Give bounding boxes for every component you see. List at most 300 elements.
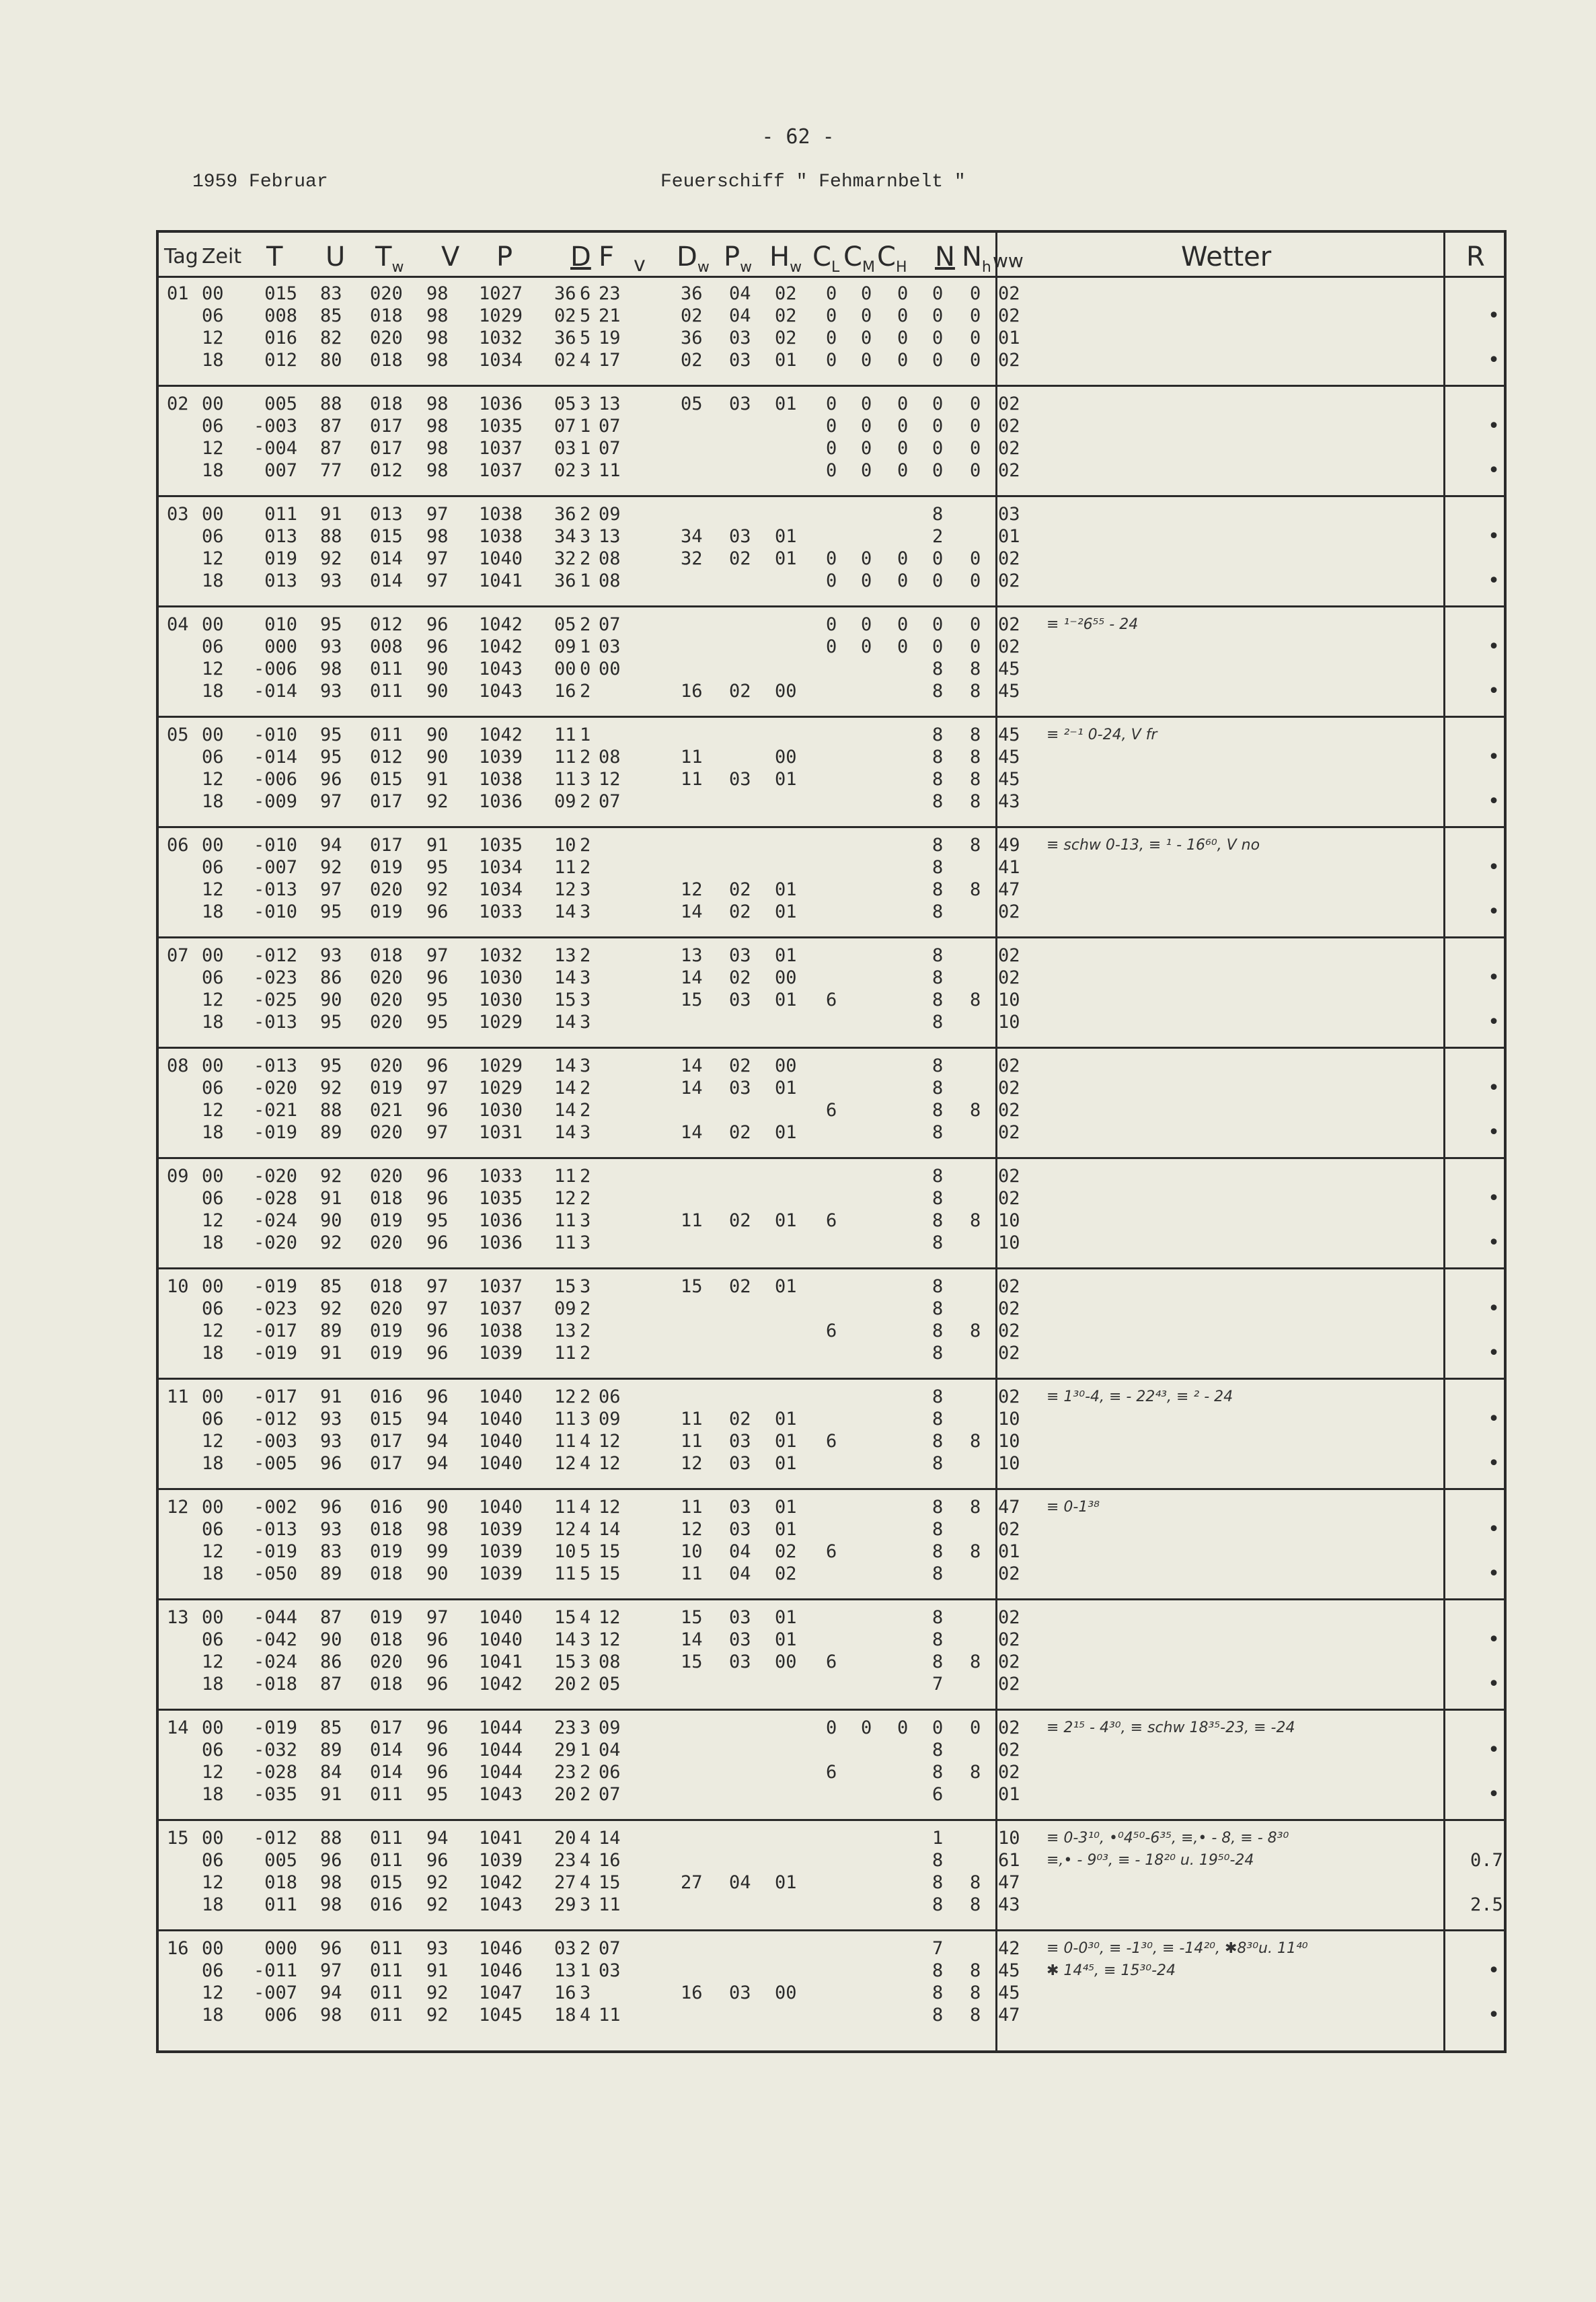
table-cell: 15 <box>681 990 703 1010</box>
table-cell: 1039 <box>479 1563 523 1584</box>
table-cell: 01 <box>775 901 797 922</box>
day-divider <box>159 1598 1504 1600</box>
table-cell: 3 <box>580 1717 591 1738</box>
table-cell: 89 <box>320 1321 342 1341</box>
table-cell: 43 <box>998 791 1020 812</box>
wetter-note: ≡ 2¹⁵ - 4³⁰, ≡ schw 18³⁵-23, ≡ -24 <box>1047 1719 1295 1736</box>
page-number: - 62 - <box>761 125 835 149</box>
table-cell: 0 <box>826 328 837 348</box>
table-cell: 00 <box>775 1055 797 1076</box>
table-cell: 6 <box>826 1651 837 1672</box>
table-cell: 1035 <box>479 835 523 856</box>
table-cell: 10 <box>998 1828 1020 1849</box>
table-cell: 8 <box>970 1210 981 1231</box>
table-cell: 97 <box>426 504 449 525</box>
table-cell: 1043 <box>479 1894 523 1915</box>
table-cell: 01 <box>775 1519 797 1540</box>
table-cell: 3 <box>580 879 591 900</box>
day-tag: 16 <box>167 1938 189 1959</box>
table-cell: 90 <box>320 990 342 1010</box>
table-cell: 02 <box>998 1674 1020 1695</box>
table-cell: 4 <box>580 1519 591 1540</box>
table-cell: 0 <box>897 548 909 569</box>
table-cell: -002 <box>253 1497 297 1518</box>
table-cell: 01 <box>775 350 797 371</box>
table-cell: 03 <box>729 394 751 414</box>
table-cell: 01 <box>775 394 797 414</box>
table-cell: 016 <box>370 1497 403 1518</box>
table-cell: 8 <box>932 1762 944 1783</box>
table-cell: 1040 <box>479 1409 523 1430</box>
table-cell: 0 <box>970 636 981 657</box>
col-header: P <box>496 242 513 272</box>
table-cell: 020 <box>370 879 403 900</box>
table-cell: 45 <box>998 1960 1020 1981</box>
table-cell: 91 <box>426 769 449 790</box>
table-cell: 1029 <box>479 1012 523 1033</box>
table-cell: 10 <box>998 990 1020 1010</box>
table-cell: 92 <box>426 791 449 812</box>
table-cell: 88 <box>320 394 342 414</box>
table-cell: 16 <box>554 681 576 702</box>
table-cell: 00 <box>554 659 576 679</box>
table-cell: 8 <box>932 725 944 745</box>
day-tag: 02 <box>167 394 189 414</box>
table-cell: 005 <box>264 394 297 414</box>
table-cell: 01 <box>775 1276 797 1297</box>
table-cell: 4 <box>580 1872 591 1893</box>
table-cell: 1037 <box>479 438 523 459</box>
table-cell: 94 <box>320 835 342 856</box>
table-cell: 96 <box>426 1850 449 1871</box>
table-cell: 013 <box>264 570 297 591</box>
col-header: $C_L$ <box>812 242 840 276</box>
table-cell: 2 <box>580 1298 591 1319</box>
col-header: N <box>935 242 955 272</box>
table-cell: 0 <box>861 328 872 348</box>
table-cell: 0 <box>897 1717 909 1738</box>
col-header: V <box>441 242 460 272</box>
table-cell: 0 <box>970 1717 981 1738</box>
table-cell: 00 <box>775 1982 797 2003</box>
table-cell: 18 <box>202 1122 224 1143</box>
table-cell: -042 <box>253 1629 297 1650</box>
table-cell: -024 <box>253 1651 297 1672</box>
table-cell: 02 <box>998 350 1020 371</box>
table-cell: 11 <box>681 1409 703 1430</box>
table-cell: 02 <box>998 1386 1020 1407</box>
table-cell: 0 <box>826 305 837 326</box>
table-cell: 018 <box>370 1674 403 1695</box>
table-cell: 019 <box>370 1210 403 1231</box>
table-cell: 20 <box>554 1674 576 1695</box>
table-cell: 1043 <box>479 659 523 679</box>
table-cell: 47 <box>998 879 1020 900</box>
table-cell: 96 <box>426 1232 449 1253</box>
table-cell: 1033 <box>479 901 523 922</box>
table-cell: 00 <box>202 1055 224 1076</box>
table-cell: 11 <box>554 1431 576 1452</box>
table-cell: -019 <box>253 1276 297 1297</box>
wetter-note: ≡ ²⁻¹ 0-24, V fr <box>1047 727 1157 743</box>
col-header: $C_M$ <box>843 242 875 276</box>
day-divider <box>159 1929 1504 1931</box>
table-cell: 8 <box>932 1210 944 1231</box>
table-cell: 1038 <box>479 1321 523 1341</box>
table-cell: 18 <box>202 1894 224 1915</box>
table-cell: 02 <box>998 1078 1020 1099</box>
table-cell: 47 <box>998 1497 1020 1518</box>
table-cell: 02 <box>998 1321 1020 1341</box>
table-cell: 12 <box>681 1453 703 1474</box>
table-cell: 1037 <box>479 460 523 481</box>
table-cell: 02 <box>729 548 751 569</box>
table-cell: 0 <box>861 548 872 569</box>
table-cell: 8 <box>932 769 944 790</box>
table-cell: 8 <box>932 1078 944 1099</box>
table-cell: 0 <box>932 350 944 371</box>
precip-dot: • <box>1488 2003 1500 2027</box>
table-cell: 013 <box>370 504 403 525</box>
table-cell: 95 <box>320 747 342 768</box>
wetter-note: ≡ ¹⁻²6⁵⁵ - 24 <box>1047 616 1139 633</box>
table-cell: 04 <box>729 305 751 326</box>
table-cell: 11 <box>681 1563 703 1584</box>
table-cell: 8 <box>932 1298 944 1319</box>
table-cell: 92 <box>426 1894 449 1915</box>
wetter-note: ≡ 0-0³⁰, ≡ -1³⁰, ≡ -14²⁰, ✱8³⁰u. 11⁴⁰ <box>1047 1940 1308 1957</box>
table-cell: 0 <box>861 416 872 437</box>
table-cell: 3 <box>580 990 591 1010</box>
table-cell: 1029 <box>479 1078 523 1099</box>
table-cell: 06 <box>599 1762 621 1783</box>
table-cell: 03 <box>729 769 751 790</box>
table-cell: -006 <box>253 659 297 679</box>
table-cell: 0 <box>932 438 944 459</box>
table-cell: 93 <box>320 570 342 591</box>
table-cell: 90 <box>426 681 449 702</box>
table-cell: 02 <box>998 1055 1020 1076</box>
day-tag: 14 <box>167 1717 189 1738</box>
table-cell: 02 <box>998 1762 1020 1783</box>
table-cell: 03 <box>998 504 1020 525</box>
table-cell: 96 <box>320 769 342 790</box>
table-cell: 02 <box>998 394 1020 414</box>
table-cell: 90 <box>426 747 449 768</box>
table-cell: 7 <box>932 1674 944 1695</box>
table-cell: 42 <box>998 1938 1020 1959</box>
table-cell: 3 <box>580 769 591 790</box>
table-cell: 8 <box>970 791 981 812</box>
table-cell: 0 <box>897 636 909 657</box>
table-cell: 1041 <box>479 1828 523 1849</box>
table-cell: 1032 <box>479 945 523 966</box>
table-cell: 87 <box>320 438 342 459</box>
table-cell: 98 <box>426 460 449 481</box>
table-cell: 020 <box>370 1012 403 1033</box>
table-cell: 08 <box>599 747 621 768</box>
table-cell: 14 <box>681 1055 703 1076</box>
table-cell: 95 <box>426 1784 449 1805</box>
table-cell: 02 <box>729 901 751 922</box>
table-cell: 8 <box>932 857 944 878</box>
table-cell: 016 <box>370 1894 403 1915</box>
r-divider <box>1443 233 1445 2050</box>
table-cell: 012 <box>370 614 403 635</box>
table-cell: 95 <box>426 1210 449 1231</box>
table-cell: 1029 <box>479 305 523 326</box>
wetter-header: Wetter <box>1181 242 1272 272</box>
table-cell: 02 <box>775 328 797 348</box>
table-cell: 91 <box>320 1784 342 1805</box>
table-cell: 1044 <box>479 1717 523 1738</box>
day-tag: 13 <box>167 1607 189 1628</box>
table-cell: 85 <box>320 1717 342 1738</box>
table-cell: 0 <box>970 305 981 326</box>
table-cell: 11 <box>554 725 576 745</box>
table-cell: 016 <box>370 1386 403 1407</box>
table-cell: 85 <box>320 305 342 326</box>
table-cell: 03 <box>599 1960 621 1981</box>
precip-dot: • <box>1488 304 1500 328</box>
table-cell: 018 <box>264 1872 297 1893</box>
table-cell: 11 <box>554 1343 576 1364</box>
table-cell: 03 <box>729 1519 751 1540</box>
table-cell: 97 <box>320 1960 342 1981</box>
table-cell: 3 <box>580 1651 591 1672</box>
day-divider <box>159 716 1504 718</box>
wetter-note: ≡ 1³⁰-4, ≡ - 22⁴³, ≡ ² - 24 <box>1047 1388 1233 1405</box>
table-cell: 12 <box>554 1386 576 1407</box>
table-cell: 12 <box>202 1541 224 1562</box>
day-tag: 15 <box>167 1828 189 1849</box>
table-cell: 06 <box>202 1740 224 1760</box>
col-header: $P_w$ <box>724 242 753 276</box>
table-cell: 03 <box>599 636 621 657</box>
table-cell: 02 <box>998 1519 1020 1540</box>
table-cell: 98 <box>426 438 449 459</box>
table-cell: 92 <box>426 1982 449 2003</box>
table-cell: 1040 <box>479 1453 523 1474</box>
table-cell: 0 <box>861 283 872 304</box>
table-cell: 15 <box>681 1607 703 1628</box>
table-cell: 08 <box>599 1651 621 1672</box>
table-cell: 01 <box>775 1431 797 1452</box>
table-cell: 47 <box>998 1872 1020 1893</box>
table-cell: 1040 <box>479 1497 523 1518</box>
table-cell: 1039 <box>479 1541 523 1562</box>
ww-divider <box>995 233 997 2050</box>
table-cell: 10 <box>998 1232 1020 1253</box>
day-divider <box>159 1267 1504 1269</box>
table-cell: -007 <box>253 857 297 878</box>
table-cell: -013 <box>253 1012 297 1033</box>
table-cell: 018 <box>370 350 403 371</box>
table-cell: 4 <box>580 1828 591 1849</box>
table-cell: 018 <box>370 1276 403 1297</box>
table-cell: 13 <box>554 1321 576 1341</box>
table-cell: 02 <box>729 1122 751 1143</box>
table-cell: 1042 <box>479 725 523 745</box>
table-cell: 02 <box>729 1210 751 1231</box>
table-cell: 03 <box>729 1078 751 1099</box>
table-cell: 8 <box>932 1343 944 1364</box>
table-cell: 45 <box>998 1982 1020 2003</box>
table-cell: 0 <box>580 659 591 679</box>
table-cell: 1029 <box>479 1055 523 1076</box>
table-cell: 01 <box>775 1453 797 1474</box>
table-cell: 97 <box>426 548 449 569</box>
table-cell: 18 <box>554 2005 576 2026</box>
table-cell: 02 <box>998 1100 1020 1121</box>
table-cell: 008 <box>370 636 403 657</box>
table-cell: 8 <box>970 1431 981 1452</box>
precip-dot: • <box>1488 1076 1500 1100</box>
table-cell: 014 <box>370 1740 403 1760</box>
table-cell: 11 <box>554 747 576 768</box>
table-cell: 92 <box>426 879 449 900</box>
table-cell: 18 <box>202 1563 224 1584</box>
table-cell: -017 <box>253 1386 297 1407</box>
table-cell: 12 <box>202 1431 224 1452</box>
table-cell: 07 <box>599 791 621 812</box>
table-cell: 8 <box>932 1563 944 1584</box>
table-cell: 0 <box>826 283 837 304</box>
table-cell: 5 <box>580 305 591 326</box>
table-cell: -044 <box>253 1607 297 1628</box>
table-cell: 03 <box>729 1453 751 1474</box>
table-cell: 03 <box>729 1629 751 1650</box>
table-cell: 1040 <box>479 1629 523 1650</box>
table-cell: 95 <box>320 725 342 745</box>
table-cell: 13 <box>599 526 621 547</box>
table-cell: 92 <box>426 1872 449 1893</box>
table-cell: 4 <box>580 1497 591 1518</box>
table-cell: 1 <box>580 1740 591 1760</box>
table-cell: 11 <box>599 2005 621 2026</box>
table-cell: 0 <box>970 416 981 437</box>
col-header: U <box>326 242 346 272</box>
table-cell: 95 <box>426 857 449 878</box>
table-cell: 011 <box>370 1784 403 1805</box>
table-cell: 1 <box>580 636 591 657</box>
table-cell: 8 <box>932 791 944 812</box>
table-cell: 18 <box>202 901 224 922</box>
table-cell: 03 <box>729 350 751 371</box>
table-cell: 3 <box>580 1122 591 1143</box>
precip-dot: • <box>1488 1672 1500 1696</box>
table-cell: 8 <box>932 1188 944 1209</box>
table-cell: 8 <box>970 1321 981 1341</box>
table-cell: 02 <box>729 879 751 900</box>
table-cell: 12 <box>202 769 224 790</box>
table-cell: 06 <box>202 1519 224 1540</box>
table-cell: 8 <box>932 1519 944 1540</box>
table-cell: 96 <box>426 1166 449 1187</box>
table-cell: 1042 <box>479 636 523 657</box>
table-cell: -024 <box>253 1210 297 1231</box>
table-cell: 34 <box>554 526 576 547</box>
table-cell: 1038 <box>479 526 523 547</box>
table-cell: 45 <box>998 659 1020 679</box>
table-cell: 6 <box>826 1210 837 1231</box>
table-cell: 019 <box>370 1343 403 1364</box>
table-cell: 12 <box>202 1762 224 1783</box>
table-cell: 4 <box>580 350 591 371</box>
table-cell: 1037 <box>479 1276 523 1297</box>
col-header: F <box>599 242 615 272</box>
precip-dot: • <box>1488 459 1500 482</box>
day-divider <box>159 1709 1504 1711</box>
table-cell: 95 <box>320 1012 342 1033</box>
table-cell: 0 <box>932 416 944 437</box>
table-cell: 020 <box>370 990 403 1010</box>
table-cell: 0 <box>970 438 981 459</box>
table-cell: 8 <box>932 1276 944 1297</box>
table-cell: 00 <box>202 614 224 635</box>
table-cell: 97 <box>426 1122 449 1143</box>
precip-dot: • <box>1488 525 1500 548</box>
table-cell: 23 <box>554 1850 576 1871</box>
table-cell: 98 <box>320 1872 342 1893</box>
table-cell: 8 <box>932 2005 944 2026</box>
table-cell: -012 <box>253 1828 297 1849</box>
table-cell: 0 <box>897 460 909 481</box>
table-cell: 8 <box>932 967 944 988</box>
table-cell: 11 <box>681 1497 703 1518</box>
table-cell: -010 <box>253 835 297 856</box>
table-cell: 0 <box>826 548 837 569</box>
table-cell: 93 <box>320 1519 342 1540</box>
table-cell: 05 <box>554 394 576 414</box>
table-cell: 95 <box>426 990 449 1010</box>
table-cell: 06 <box>202 857 224 878</box>
precip-dot: • <box>1488 966 1500 990</box>
col-header: Zeit <box>202 245 242 268</box>
table-cell: 23 <box>554 1717 576 1738</box>
table-cell: 8 <box>970 1872 981 1893</box>
table-cell: 29 <box>554 1894 576 1915</box>
table-cell: 2 <box>580 791 591 812</box>
table-cell: 02 <box>775 305 797 326</box>
table-cell: 000 <box>264 1938 297 1959</box>
table-cell: 97 <box>320 879 342 900</box>
table-cell: 98 <box>320 1894 342 1915</box>
table-cell: 14 <box>554 1078 576 1099</box>
table-cell: 13 <box>554 945 576 966</box>
table-cell: 97 <box>426 1078 449 1099</box>
table-cell: 06 <box>202 305 224 326</box>
table-cell: 012 <box>264 350 297 371</box>
table-cell: 98 <box>426 1519 449 1540</box>
table-cell: 0 <box>932 570 944 591</box>
table-cell: 94 <box>320 1982 342 2003</box>
table-cell: 2 <box>580 747 591 768</box>
table-cell: -020 <box>253 1232 297 1253</box>
table-cell: 0 <box>826 438 837 459</box>
table-cell: 019 <box>370 1541 403 1562</box>
table-cell: 1041 <box>479 1651 523 1672</box>
table-cell: -014 <box>253 747 297 768</box>
table-cell: 015 <box>370 769 403 790</box>
day-divider <box>159 385 1504 387</box>
table-cell: 8 <box>970 1982 981 2003</box>
table-cell: 16 <box>681 1982 703 2003</box>
table-cell: 02 <box>775 1563 797 1584</box>
table-cell: 0 <box>970 394 981 414</box>
table-cell: 09 <box>599 504 621 525</box>
table-cell: 11 <box>681 769 703 790</box>
